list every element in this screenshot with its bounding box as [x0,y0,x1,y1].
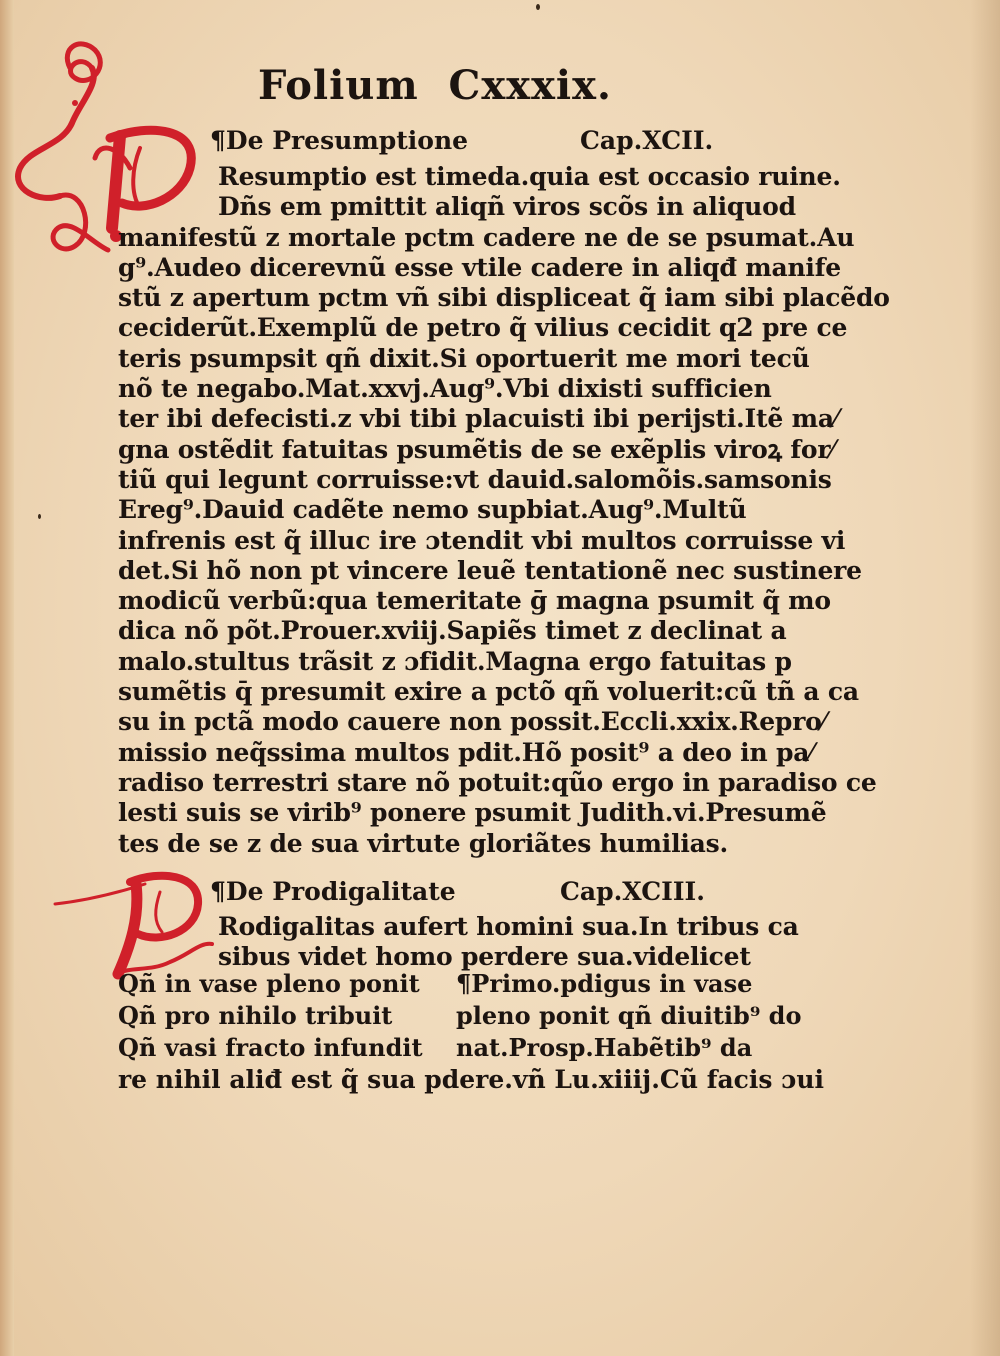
text-line: su in pctã modo cauere non possit.Eccli.xxix.Repro⁄ [118,707,826,737]
section-heading-prodigalitate [210,875,770,909]
text-line: manifestũ z mortale pctm cadere ne de se psumat.Au [118,222,855,252]
list-item: ¶Primo.pdigus in vase [456,969,753,998]
section-heading-presumptione [210,124,770,158]
pilcrow-icon: ¶ [210,877,226,906]
text-line: Rodigalitas aufert homini sua.In tribus ca [218,912,799,941]
section-title: De Prodigalitate [225,877,456,906]
list-item: nat.Prosp.Habẽtib⁹ da [456,1033,753,1062]
text-line: gna ostẽdit fatuitas psumẽtis de se exẽplis viroꝝ for⁄ [118,434,835,464]
text-line: missio neq̃ssima multos pdit.Hõ posit⁹ a deo in pa⁄ [118,737,814,767]
ink-speck [38,514,41,519]
right-column [456,968,806,1064]
folio-header: Folium Cxxxix. [258,62,612,109]
page-fold-shadow [970,0,1000,1356]
text-line: g⁹.Audeo dicerevnũ esse vtile cadere in aliqđ manife [118,252,841,282]
text-line: ter ibi defecisti.z vbi tibi placuisti ibi perijsti.Itẽ ma⁄ [118,404,838,434]
text-line: teris psumpsit qñ dixit.Si oportuerit me mori tecũ [118,343,810,373]
text-line: modicũ verbũ:qua temeritate ḡ magna psumit q̃ mo [118,586,831,616]
chapter-number: Cap.XCII. [580,126,714,155]
section-title: De Presumptione [225,126,469,155]
text-line: infrenis est q̃ illuc ire ɔtendit vbi multos corruisse vi [118,525,846,555]
list-item: pleno ponit qñ diuitib⁹ do [456,1001,802,1030]
text-line: nõ te negabo.Mat.xxvj.Aug⁹.Vbi dixisti sufficien [118,374,772,404]
pilcrow-icon: ¶ [210,126,226,155]
list-item: Qñ in vase pleno ponit [118,969,420,998]
text-line: dica nõ põt.Prouer.xviij.Sapiẽs timet z declinat a [118,616,787,646]
text-line: det.Si hõ non pt vincere leuẽ tentationẽ nec sustinere [118,555,862,585]
text-line: ceciderũt.Exemplũ de petro q̃ vilius cecidit q2 pre ce [118,313,848,343]
list-item: Qñ vasi fracto infundit [118,1033,423,1062]
text-line: sibus videt homo perdere sua.videlicet [218,942,751,972]
text-line: Ereg⁹.Dauid cadẽte nemo supbiat.Aug⁹.Multũ [118,495,747,525]
text-line: tes de se z de sua virtute gloriãtes humilias. [118,828,729,858]
list-item: Qñ pro nihilo tribuit [118,1001,393,1030]
section-body-prodigalitate [118,912,798,973]
text-line: radiso terrestri stare nõ potuit:qũo ergo in paradiso ce [118,767,877,797]
chapter-number: Cap.XCIII. [560,877,705,906]
text-line: stũ z apertum pctm vñ sibi displiceat q̃ iam sibi placẽdo [118,283,890,313]
text-line: malo.stultus trãsit z ɔfidit.Magna ergo fatuitas p [118,646,792,676]
ink-speck [536,4,540,10]
text-line: tiũ qui legunt corruisse:vt dauid.salomõis.samsonis [118,464,832,494]
left-column [118,968,448,1064]
text-line: lesti suis se virib⁹ ponere psumit Judith.vi.Presumẽ [118,798,827,828]
section-body-presumptione [118,162,890,859]
text-line: Resumptio est timeda.quia est occasio ruine. [218,162,841,191]
text-line: Dñs em pmittit aliqñ viros scõs in aliquod [218,192,796,222]
closing-line: re nihil aliđ est q̃ sua pdere.vñ Lu.xiiij.Cũ facis ɔui [118,1065,825,1094]
text-line: sumẽtis q̄ presumit exire a pctõ qñ voluerit:cũ tñ a ca [118,677,859,707]
